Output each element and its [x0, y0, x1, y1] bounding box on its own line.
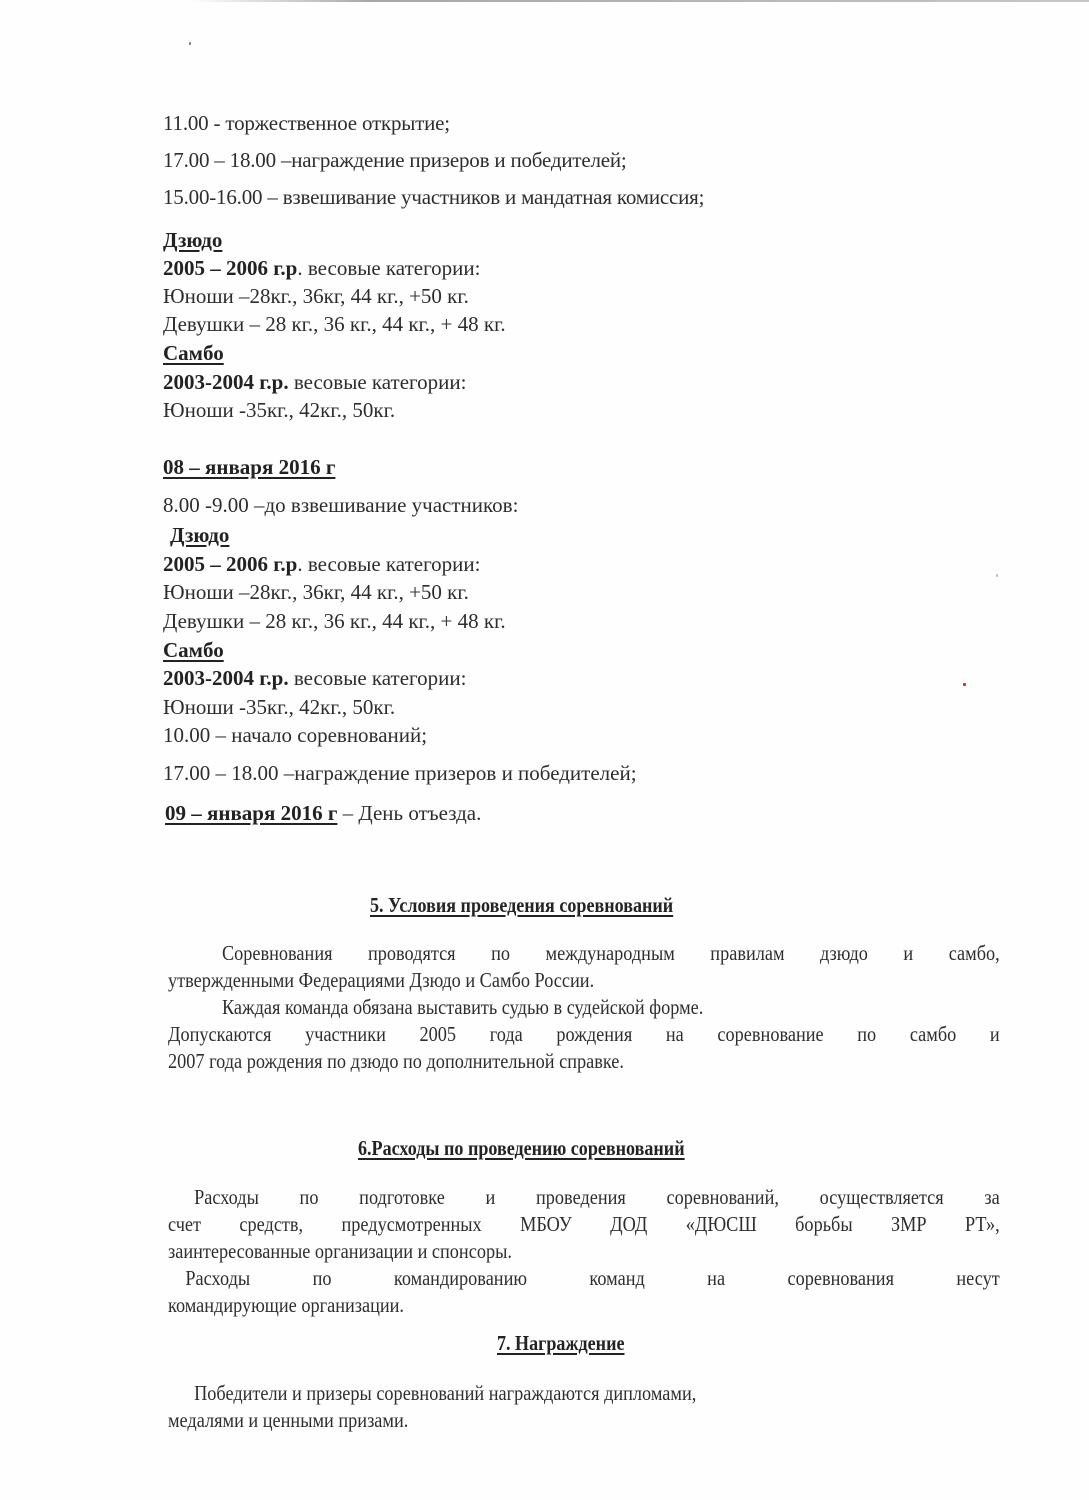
section-7-p1-line2: медалями и ценными призами. [168, 1408, 409, 1432]
section-6-p1-line2: счет средств, предусмотренных МБОУ ДОД «ДЮСШ борьбы ЗМР РТ», [168, 1212, 1000, 1236]
section-5-p1-line1: Соревнования проводятся по международным правилам дзюдо и самбо, [221, 941, 1000, 965]
day3-line [165, 800, 481, 826]
competition-start: 10.00 – начало соревнований; [163, 723, 428, 747]
scan-speck [963, 683, 966, 686]
schedule-item: 15.00-16.00 – взвешивание участников и мандатная комиссия; [163, 185, 705, 209]
section-7-p1-line1: Победители и призеры соревнований награждаются дипломами, [194, 1381, 697, 1405]
judo-years-rest: . весовые категории: [297, 256, 481, 280]
section-6-p2-line2: командирующие организации. [168, 1293, 404, 1317]
sambo-years-bold: 2003-2004 г.р. [163, 666, 289, 690]
sambo-heading: Самбо [163, 341, 224, 365]
judo-boys-weights: Юноши –28кг., 36кг, 44 кг., +50 кг. [163, 284, 469, 308]
schedule-item: 17.00 – 18.00 –награждение призеров и победителей; [163, 148, 627, 172]
sambo-years-rest: весовые категории: [288, 666, 467, 690]
section-5-body [168, 940, 1000, 1075]
scan-edge [190, 0, 1089, 2]
section-6-p1-line1: Расходы по подготовке и проведения соревнований, осуществляется за [194, 1185, 1000, 1209]
section-5-title [370, 892, 673, 918]
section-6-body [168, 1184, 1000, 1319]
section-6-p1-line3: заинтересованные организации и спонсоры. [168, 1239, 512, 1263]
judo-years [163, 551, 480, 577]
day3-rest: – День отъезда. [337, 801, 482, 825]
judo-years [163, 255, 480, 281]
day3-date: 09 – января 2016 г [165, 801, 338, 825]
section-7-title: 7. Награждение [497, 1331, 625, 1355]
section-5-p3-line1: Допускаются участники 2005 года рождения на соревнование по самбо и [168, 1022, 1000, 1046]
sambo-years-bold: 2003-2004 г.р. [163, 370, 289, 394]
sambo-boys-weights: Юноши -35кг., 42кг., 50кг. [163, 398, 396, 422]
judo-years-bold: 2005 – 2006 г.р [163, 552, 298, 576]
section-5-title-text: 5. Условия проведения соревнований [370, 893, 674, 917]
judo-boys-weights: Юноши –28кг., 36кг, 44 кг., +50 кг. [163, 580, 469, 604]
awards-time: 17.00 – 18.00 –награждение призеров и победителей; [163, 761, 637, 785]
sambo-years [163, 369, 466, 395]
sambo-years [163, 665, 466, 691]
sambo-heading: Самбо [163, 638, 224, 662]
section-5-p1-line2: утвержденными Федерациями Дзюдо и Самбо России. [168, 968, 595, 992]
judo-heading: Дзюдо [170, 523, 230, 547]
judo-years-bold: 2005 – 2006 г.р [163, 256, 298, 280]
judo-girls-weights: Девушки – 28 кг., 36 кг., 44 кг., + 48 кг. [163, 312, 506, 336]
judo-years-rest: . весовые категории: [297, 552, 481, 576]
section-6-title: 6.Расходы по проведению соревнований [358, 1136, 685, 1160]
schedule-item: 11.00 - торжественное открытие; [163, 111, 450, 135]
judo-heading: Дзюдо [163, 228, 223, 252]
scan-speck [189, 42, 191, 45]
section-5-p2: Каждая команда обязана выставить судью в судейской форме. [221, 995, 704, 1019]
day2-date: 08 – января 2016 г [163, 455, 336, 479]
sambo-boys-weights: Юноши -35кг., 42кг., 50кг. [163, 695, 396, 719]
section-6-p2-line1: Расходы по командированию команд на соревнования несут [185, 1266, 1000, 1290]
section-5-p3-line2: 2007 года рождения по дзюдо по дополнительной справке. [168, 1049, 624, 1073]
section-7-body [168, 1380, 1000, 1434]
scan-speck [996, 574, 998, 577]
day2-weigh-in: 8.00 -9.00 –до взвешивание участников: [163, 493, 519, 517]
sambo-years-rest: весовые категории: [288, 370, 467, 394]
judo-girls-weights: Девушки – 28 кг., 36 кг., 44 кг., + 48 кг. [163, 609, 506, 633]
